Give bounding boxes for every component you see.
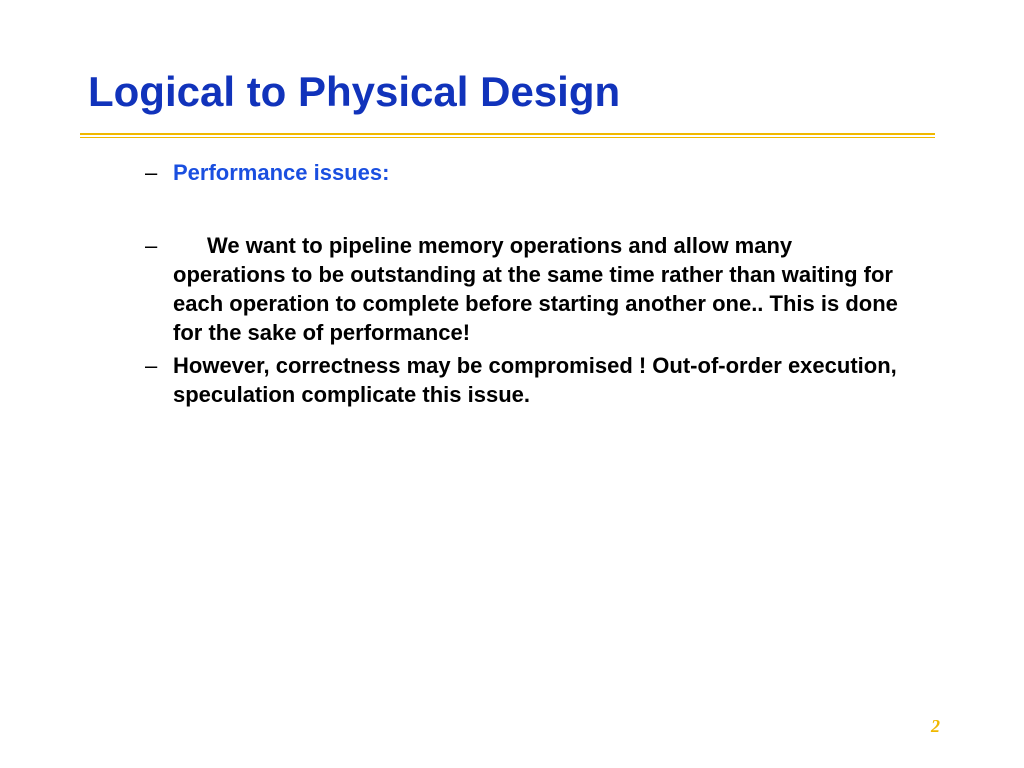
bullet-text: We want to pipeline memory operations and allow many operations to be outstanding at the same time rather than waiting for each operation to complete before starting another one.. This is done for the sake of performance! [173,233,898,345]
bullet-dash: – [145,353,158,378]
title-divider-thick [80,133,935,135]
bullet-text: However, correctness may be compromised ! Out-of-order execution, speculation complicate this issue. [173,353,897,407]
bullet-pipeline-memory [145,231,905,347]
bullet-correctness [145,351,905,409]
page-number: 2 [931,716,940,736]
bullet-text: Performance issues: [173,160,390,185]
bullet-dash: – [145,160,158,185]
slide-title: Logical to Physical Design [88,68,621,115]
bullet-dash: – [145,233,158,258]
bullet-performance-issues [145,158,905,187]
title-divider-thin [80,137,935,138]
